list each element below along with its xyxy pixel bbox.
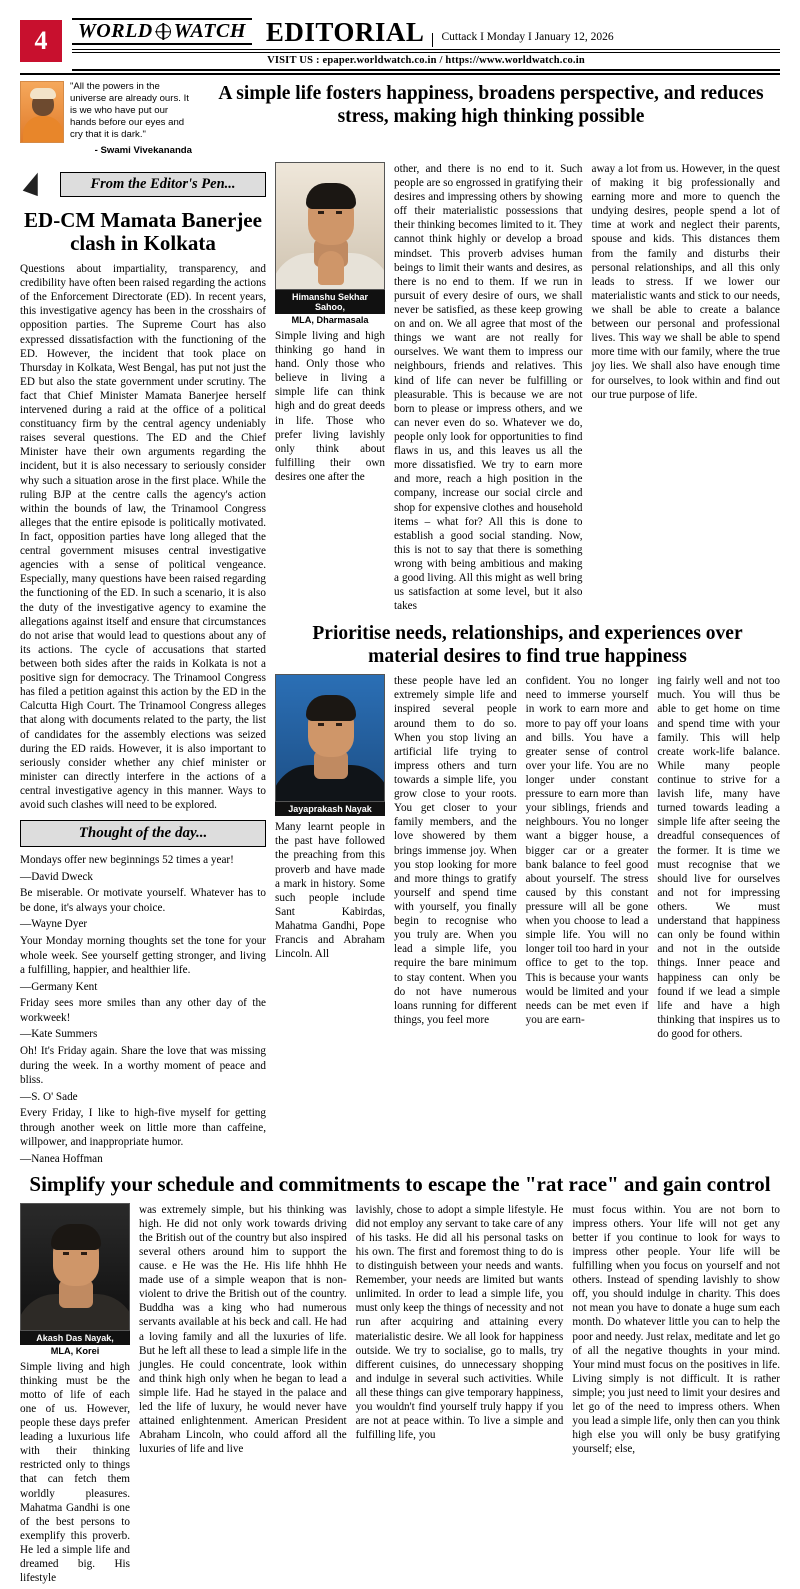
article2-col2: these people have led an extremely simple life and inspired several people around them to do so. When you stop living an artificial life trying to impress others and turn towards a simple life, you grow close to your roots. You get closer to your family members, and the love showered by them brings immense joy. When you stop looking for more and more things to gratify yourself and spend time with yourself, you finally begin to recognise who you truly are. When you lead a simple life, you require the bare minimum to stay content. When you do not have numerous loans running for different things, you feel more	[394, 675, 517, 1026]
thought-item-text: Be miserable. Or motivate yourself. Whatever has to be done, it's always your choice.	[20, 887, 266, 914]
article3-headline: Simplify your schedule and commitments to escape the "rat race" and gain control	[29, 1172, 771, 1197]
editorial-paragraph: Questions about impartiality, transparency, and credibility have often been raised regarding the actions of the Enforcement Directorate (ED). In recent years, this investigative agency has been in the crosshairs of opposition parties. The Supreme Court has also expressed dissatisfaction with the functioning of the ED. However, the incident that took place on Thursday in Kolkata, West Bengal, has put not just the ED but also the state government under scrutiny. The fact that Chief Minister Mamata Banerjee herself intervened during a raid at the office of a political constituancy firm by the central agency undeniably raises several questions. The ED and the Chief Minister have their own arguments regarding the incident, but it is also necessary to seriously consider why such a situation arose in the first place. While the ruling BJP at the centre calls the agency's action within the bounds of law, the Trinamool Congress alleges that the entire episode is politically motivated. In fact, opposition parties have long alleged that the central government misuses central investigative agencies with a sense of political vengeance. Especially, many questions have been raised regarding the functioning of the ED. In such a scenario, it is also the duty of the investigative agency to examine the allegations against itself and ensure that circumstances do not arise that would lead to questions about any of its actions. The cycle of accusations that started between both sides after the raids in Kolkata is not a positive sign for democracy. The Trinamool Congress has filed a petition against this action by the ED in the Calcutta High Court. The Trinamool Congress alleges that along with documents related to the party, the list of candidates for the assembly elections was seized during the ED raids. However, it is also important to seriously consider whether any chief minister or minister can directly interfere in the actions of a central investigative agency in this manner. Ways to avoid such clashes will need to be explored.	[20, 262, 266, 812]
article1-col2-block	[394, 162, 583, 618]
article3-author-photo	[20, 1203, 130, 1331]
thought-item-text: Your Monday morning thoughts set the tone for your whole week. See yourself getting stronger, and living a fulfilling, happier, and healthier life.	[20, 935, 266, 977]
globe-icon	[156, 24, 171, 39]
article3-author-name: Akash Das Nayak,	[20, 1331, 130, 1345]
thought-item-author: —Nanea Hoffman	[20, 1152, 103, 1165]
thought-item-author: —S. O' Sade	[20, 1090, 78, 1103]
article2-col1: Many learnt people in the past have followed the preaching from this proverb and have made a mark in history. Some such people include Sant Kabirdas, Mahatma Gandhi, Pope Francis and Abraham Lincoln. All	[275, 821, 385, 961]
thought-item-text: Friday sees more smiles than any other day of the workweek!	[20, 997, 266, 1024]
editorial-column	[20, 162, 266, 1169]
article2	[275, 623, 780, 1045]
article1-author-designation: MLA, Dharmasala	[291, 314, 369, 325]
section-title: EDITORIAL	[265, 17, 425, 47]
article2-col2-block	[394, 674, 517, 1045]
article1-photo-block	[275, 162, 385, 618]
article1-author-name: Himanshu Sekhar Sahoo,	[275, 290, 385, 314]
article3-col1: Simple living and high thinking must be the motto of life of each one of us. However, people these days prefer leading a luxurious life with their thinking restricted only to things that can fetch them worldly pleasures. Mahatma Gandhi is one of the best persons to exemplify this proverb. He led a simple life and dreamed big. His lifestyle	[20, 1360, 130, 1585]
swami-vivekananda-portrait	[20, 81, 64, 143]
editorial-title: ED-CM Mamata Banerjee clash in Kolkata	[24, 207, 262, 256]
article1-col1: Simple living and high thinking go hand in hand. Only those who believe in living a simple life can think high and do great deeds in life. Those who prefer living lavishly only think about fulfilling their own desires one after the	[275, 329, 385, 484]
thought-item-text: Every Friday, I like to high-five myself for getting through another week on little more than caffeine, willpower, and inappropriate humor.	[20, 1107, 266, 1149]
article2-col4: ing fairly well and not too much. You will thus be able to get home on time and spend time with your family. This will help create work-life balance. While many people continue to strive for a lavish life, many have turned towards leading a simple life after seeing the dreadful consequences of the former. It is time we must recognise that we should live for ourselves and not for impressing others. We must understand that happiness can only be found within and not in the outside things. Inner peace and happiness can only be found if we lead a simple life and have a high thinking that inspires us to do good for others.	[657, 675, 781, 1040]
article1-headline: A simple life fosters happiness, broadens perspective, and reduces stress, making high thinking possible	[218, 83, 764, 127]
articles-column	[275, 162, 780, 1169]
vivekananda-quote-box	[20, 81, 192, 156]
logo-word-world: WORLD	[78, 20, 153, 42]
article3-col4: must focus within. You are not born to impress others. Your life will not get any better if you continue to look for ways to impress other people. Your life will be fulfilling when you focus on yourself and not others. Instead of spending lavishly to show off, you should indulge in charity. This does not mean you have to donate a huge sum each month. Do whatever little you can to help the poor and needy. Just relax, meditate and let go of all the negative thoughts in your mind. Your mind must focus on the positives in life. Living simply is not difficult. It is rather simple; you just need to limit your desires and let go of the need to impress others. When you lead a simple life, only then can you think high else you will only be busy gratifying yourself; else,	[572, 1203, 781, 1456]
masthead-main	[72, 18, 780, 71]
article3-col4-block	[572, 1203, 780, 1589]
logo-word-watch: WATCH	[173, 20, 246, 42]
article3-col2: was extremely simple, but his thinking was high. He did not only work towards driving the British out of the country but also inspired several others around him to support the cause. e He was the He. His life hhhh He made use of a simple weapon that is non-violent to drive the British out of the country. Buddha was a king who had numerous servants available at his beck and call. He had a loving family and all the luxuries of life. But he left all these to lead a simple life in the jungles. He could concentrate, look within and think high only when he began to lead a simple life. Had he stayed in the palace and led the life of luxury, he would never have attained enlightenment. American President Abraham Lincoln, who could afford all the luxuries of life and live	[139, 1203, 347, 1456]
thought-of-the-day-banner: Thought of the day...	[20, 820, 266, 847]
article2-col3: confident. You no longer need to immerse yourself in work to earn more and more to pay off your loans and bills. You have a greater sense of control over your life. You are no longer under constant pressure to earn more than your siblings, friends and neighbours. You no longer want a bigger house, a bigger car or a greater bank balance to feel good about yourself. The stress caused by this constant pressure will all be gone when you choose to lead a simple life. You will no longer toil too hard in your office to get to the top. This is because your wants would be limited and your needs can be met even if you are earn-	[525, 675, 649, 1026]
editors-pen-band	[20, 168, 266, 202]
visit-us-bar[interactable]: VISIT US : epaper.worldwatch.co.in / https://www.worldwatch.co.in	[72, 52, 780, 71]
article1-col2: other, and there is no end to it. Such people are so engrossed in gratifying their desires and impressing others by showing off their materialistic possessions that their thinking becomes limited to it. They cannot think highly or develop a broad mindset. This proverb advises human beings to limit their wants and desires, as there is no end to them. If we run in pursuit of every desire of ours, we shall never be satisfied, as these keep growing on and on. We all agree that most of the things we want are not really for ourselves. We want them to impress our neighbours, friends and relatives. This kind of life can never be fulfilling or pleasurable. This is because we are not born to please or impress others, and we can never even do so. Whatever we do, people only look for opportunities to find flaws in us, and this leaves us all the more dissatisfied. We try to earn more and more, reach a high position in the company, increase our social circle and shop for expensive clothes and household items – what for? All this is done to establish a good social standing. Now, this is not to say that there is something wrong with being ambitious and making a good living. All this might as well bring us satisfaction at some level, but it also takes	[394, 162, 583, 613]
worldwatch-logo	[72, 18, 252, 45]
article1-col3: away a lot from us. However, in the quest of making it big professionally and earning more and more to quench the undying desires, people spend a lot of time at work and neglect their parents, spouse and kids. This distances them from the family and disturbs their personal relationships, and all this only leads to stress. If we lower our materialistic wants and stick to our needs, we shall be able to create a balance between our personal and professional lives. This way we shall be able to spend more time with our family, where the true joy lies. We shall also have enough time for ourselves, to look within and find out our true purpose of life.	[591, 162, 780, 401]
masthead-divider	[432, 33, 433, 47]
thought-item-author: —Germany Kent	[20, 980, 98, 993]
article1-author-photo	[275, 162, 385, 290]
thought-item-author: —Wayne Dyer	[20, 918, 88, 931]
thought-item-text: Oh! It's Friday again. Share the love that was missing during the week. In a worthy moment of peace and bliss.	[20, 1044, 266, 1087]
article2-headline: Prioritise needs, relationships, and experiences over material desires to find true happiness	[312, 623, 743, 667]
article3-author-designation: MLA, Korei	[50, 1345, 100, 1356]
thought-item-author: —David Dweck	[20, 870, 94, 883]
article2-col4-block	[657, 674, 780, 1045]
masthead-top-row	[72, 18, 780, 50]
article2-col3-block	[526, 674, 649, 1045]
editors-pen-banner: From the Editor's Pen...	[60, 172, 266, 197]
thought-of-the-day-list	[20, 853, 266, 1166]
article3-col3-block	[356, 1203, 564, 1589]
quote-and-headline-band	[20, 81, 780, 156]
article2-photo-block	[275, 674, 385, 1045]
article3-col3: lavishly, chose to adopt a simple lifestyle. He did not employ any servant to take care of any of his tasks. He did all his personal tasks on his own. The first and foremost thing to do is to distinguish between your needs and wants. Remember, your needs are limited but wants unlimited. In order to lead a simple life, you must only keep the things of necessity and not run after acquiring and attaining every materialistic desire. We all look for happiness outside. We try to socialise, go to malls, try different cuisines, do unnecessary shopping and indulge in several such activities. While all these things can give temporary happiness, you wouldn't find yourself truly happy if you are not at peace within. To live a simple and fulfilling life, you	[355, 1203, 564, 1442]
page-body	[20, 162, 780, 1169]
fountain-pen-icon	[20, 168, 54, 202]
article3	[20, 1172, 780, 1589]
article3-photo-block	[20, 1203, 130, 1589]
article1-col3-block	[592, 162, 781, 618]
thought-item-text: Mondays offer new beginnings 52 times a year!	[20, 854, 234, 867]
quote-text: "All the powers in the universe are already ours. It is we who have put our hands before our eyes and cry that it is dark."	[70, 81, 189, 140]
article2-author-photo	[275, 674, 385, 802]
article2-author-name: Jayaprakash Nayak	[275, 802, 385, 816]
page-number: 4	[20, 20, 62, 62]
quote-attribution: - Swami Vivekananda	[94, 144, 192, 156]
article1	[275, 162, 780, 618]
thought-item-author: —Kate Summers	[20, 1028, 98, 1041]
masthead	[20, 18, 780, 75]
article3-col2-block	[139, 1203, 347, 1589]
dateline: Cuttack I Monday I January 12, 2026	[441, 31, 614, 43]
